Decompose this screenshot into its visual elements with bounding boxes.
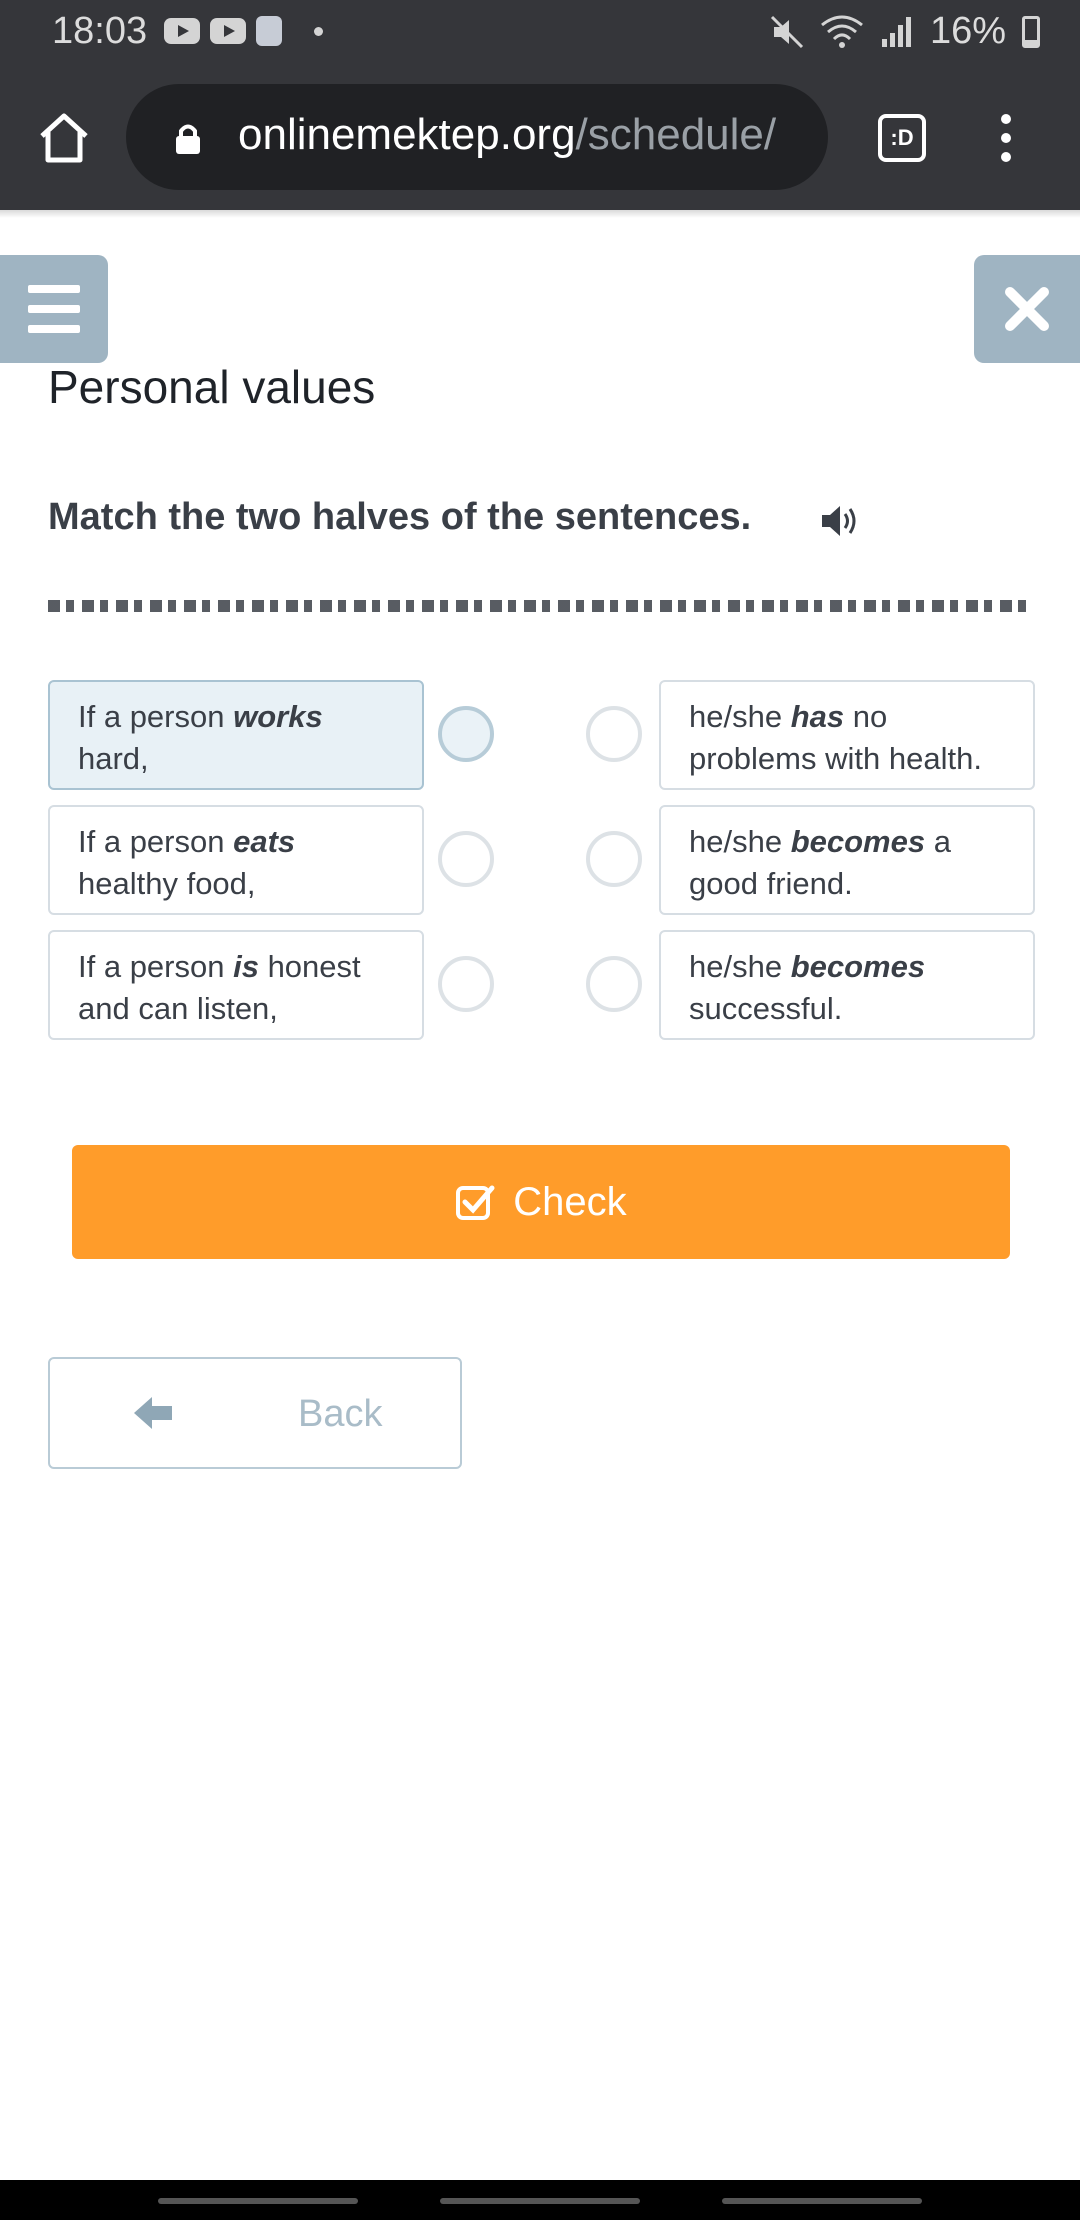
mute-icon — [770, 15, 804, 49]
right-card-1[interactable]: he/she has no problems with health. — [659, 680, 1035, 790]
right-radio-1[interactable] — [586, 706, 642, 762]
address-bar[interactable] — [126, 84, 828, 190]
back-button[interactable] — [48, 1357, 462, 1469]
nav-home[interactable] — [440, 2198, 640, 2204]
tab-switcher-button[interactable]: :D — [878, 114, 926, 162]
signal-icon — [880, 15, 914, 49]
nav-recents[interactable] — [158, 2198, 358, 2204]
back-button-label: Back — [298, 1393, 383, 1435]
checkbox-check-icon — [455, 1182, 495, 1222]
left-radio-3[interactable] — [438, 956, 494, 1012]
url-host: onlinemektep.org — [238, 110, 576, 159]
page-title: Personal values — [48, 361, 376, 413]
menu-button[interactable] — [0, 255, 108, 363]
youtube-icon — [210, 18, 246, 44]
speaker-icon[interactable] — [820, 504, 860, 538]
task-instruction: Match the two halves of the sentences. — [48, 496, 752, 538]
wifi-icon — [820, 15, 864, 49]
notification-dot — [314, 27, 323, 36]
close-icon — [974, 255, 1080, 363]
close-button[interactable] — [974, 255, 1080, 363]
url-path: /schedule/ — [575, 110, 777, 159]
battery-percent: 16% — [929, 10, 1006, 52]
more-menu-icon[interactable] — [998, 114, 1014, 162]
url-text — [238, 110, 776, 160]
right-card-3[interactable]: he/she becomes successful. — [659, 930, 1035, 1040]
home-icon[interactable] — [36, 110, 92, 166]
right-radio-3[interactable] — [586, 956, 642, 1012]
status-bar — [0, 0, 1080, 64]
nav-back[interactable] — [722, 2198, 922, 2204]
app-icon — [256, 16, 282, 46]
check-button-label: Check — [513, 1179, 627, 1224]
right-card-2[interactable]: he/she becomes a good friend. — [659, 805, 1035, 915]
arrow-left-icon — [132, 1395, 174, 1431]
left-radio-1[interactable] — [438, 706, 494, 762]
battery-icon — [1022, 16, 1040, 48]
lock-icon — [174, 122, 202, 156]
check-button[interactable] — [72, 1145, 1010, 1259]
browser-toolbar — [0, 64, 1080, 210]
clipped-text-line — [48, 600, 1032, 612]
status-time: 18:03 — [52, 10, 148, 52]
system-nav-bar — [0, 2180, 1080, 2220]
left-card-3[interactable]: If a person is honest and can listen, — [48, 930, 424, 1040]
left-radio-2[interactable] — [438, 831, 494, 887]
left-card-2[interactable]: If a person eats healthy food, — [48, 805, 424, 915]
youtube-icon — [164, 18, 200, 44]
left-card-1[interactable]: If a person works hard, — [48, 680, 424, 790]
right-radio-2[interactable] — [586, 831, 642, 887]
